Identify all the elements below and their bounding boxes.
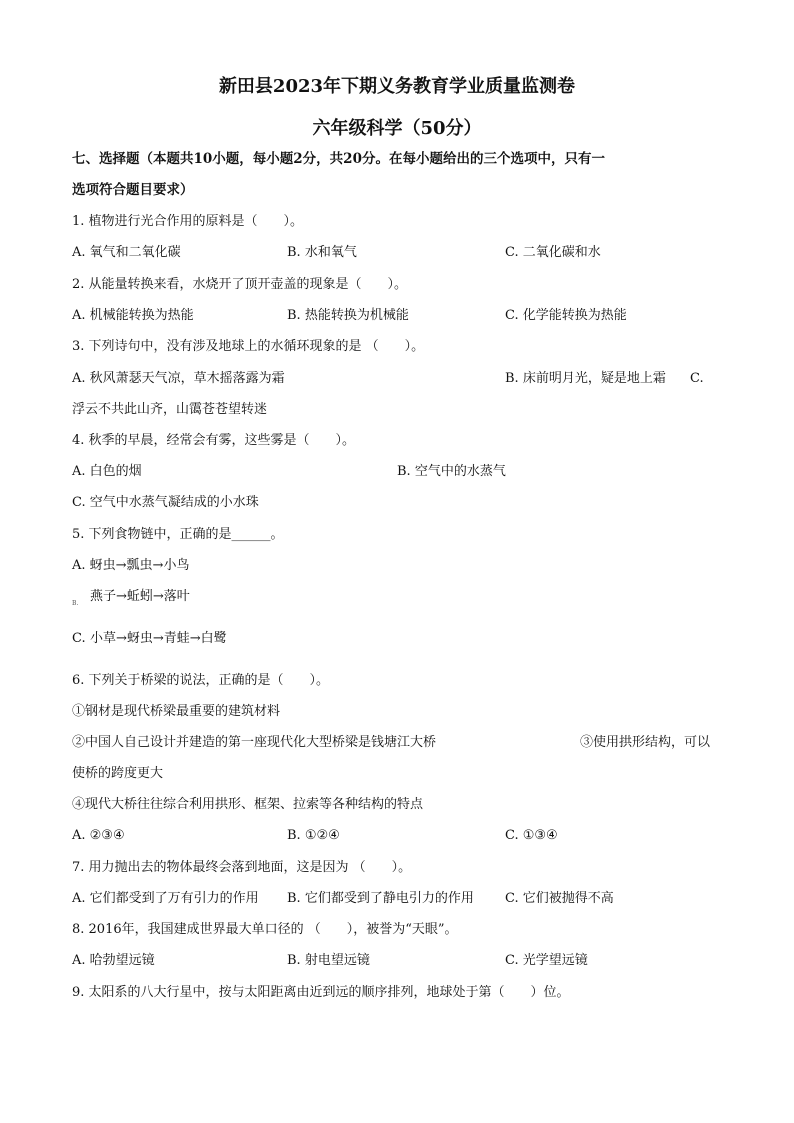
question-6-statement-4: ④现代大桥往往综合利用拱形、框架、拉索等各种结构的特点 — [72, 797, 424, 812]
exam-subtitle: 六年级科学（50分） — [312, 118, 482, 139]
question-1-option-b: B. 水和氧气 — [287, 245, 357, 260]
question-7-option-c: C. 它们被抛得不高 — [505, 891, 614, 906]
question-1-stem: 1. 植物进行光合作用的原料是（ ）。 — [72, 214, 304, 229]
question-3-option-a: A. 秋风萧瑟天气凉，草木摇落露为霜 — [72, 371, 285, 386]
question-6-option-a: A. ②③④ — [72, 828, 125, 843]
question-3-option-c: 浮云不共此山齐，山霭苍苍望转迷 — [72, 402, 268, 417]
question-3-option-b: B. 床前明月光，疑是地上霜 — [505, 371, 666, 386]
question-4-option-a: A. 白色的烟 — [72, 464, 142, 479]
question-3-option-c-mark: C. — [690, 371, 704, 386]
exam-title: 新田县2023年下期义务教育学业质量监测卷 — [218, 76, 576, 97]
question-8-option-c: C. 光学望远镜 — [505, 953, 588, 968]
question-2-stem: 2. 从能量转换来看，水烧开了顶开壶盖的现象是（ ）。 — [72, 277, 408, 292]
question-6-statement-1: ①钢材是现代桥梁最重要的建筑材料 — [72, 704, 281, 719]
question-4-option-c: C. 空气中水蒸气凝结成的小水珠 — [72, 495, 259, 510]
question-6-statement-2: ②中国人自己设计并建造的第一座现代化大型桥梁是钱塘江大桥 — [72, 735, 437, 750]
question-4-option-b: B. 空气中的水蒸气 — [397, 464, 506, 479]
question-6-option-b: B. ①②④ — [287, 828, 340, 843]
section-heading-line1: 七、选择题（本题共10小题，每小题2分，共20分。在每小题给出的三个选项中，只有一 — [72, 151, 605, 167]
question-2-option-b: B. 热能转换为机械能 — [287, 308, 409, 323]
question-5-option-c: 小草→蚜虫→青蛙→白鹭 — [90, 631, 227, 646]
question-5-option-a: A. 蚜虫→瓢虫→小鸟 — [72, 558, 190, 573]
question-6-stem: 6. 下列关于桥梁的说法，正确的是（ ）。 — [72, 673, 330, 688]
question-2-option-a: A. 机械能转换为热能 — [72, 308, 194, 323]
question-7-stem: 7. 用力抛出去的物体最终会落到地面，这是因为 （ ）。 — [72, 860, 412, 875]
question-6-option-c: C. ①③④ — [505, 828, 558, 843]
question-8-stem: 8. 2016年，我国建成世界最大单口径的 （ ），被誉为“天眼”。 — [72, 922, 458, 937]
question-4-stem: 4. 秋季的早晨，经常会有雾，这些雾是（ ）。 — [72, 433, 356, 448]
question-7-option-b: B. 它们都受到了静电引力的作用 — [287, 891, 474, 906]
question-7-option-a: A. 它们都受到了万有引力的作用 — [72, 891, 259, 906]
question-8-option-b: B. 射电望远镜 — [287, 953, 370, 968]
section-heading-line2: 选项符合题目要求） — [72, 182, 194, 198]
question-5-option-c-mark: C. — [72, 631, 86, 646]
question-5-stem: 5. 下列食物链中，正确的是______。 — [72, 527, 284, 542]
question-1-option-c: C. 二氧化碳和水 — [505, 245, 601, 260]
question-2-option-c: C. 化学能转换为热能 — [505, 308, 627, 323]
question-6-statement-3b: 使桥的跨度更大 — [72, 766, 164, 781]
question-1-option-a: A. 氧气和二氧化碳 — [72, 245, 181, 260]
question-3-stem: 3. 下列诗句中，没有涉及地球上的水循环现象的是 （ ）。 — [72, 339, 425, 354]
question-8-option-a: A. 哈勃望远镜 — [72, 953, 155, 968]
question-5-option-b: 燕子→蚯蚓→落叶 — [90, 589, 190, 604]
question-6-statement-3a: ③使用拱形结构，可以 — [580, 735, 711, 750]
question-9-stem: 9. 太阳系的八大行星中，按与太阳距离由近到远的顺序排列，地球处于第（ ）位。 — [72, 985, 570, 1000]
question-5-option-b-mark: B. — [72, 600, 79, 607]
